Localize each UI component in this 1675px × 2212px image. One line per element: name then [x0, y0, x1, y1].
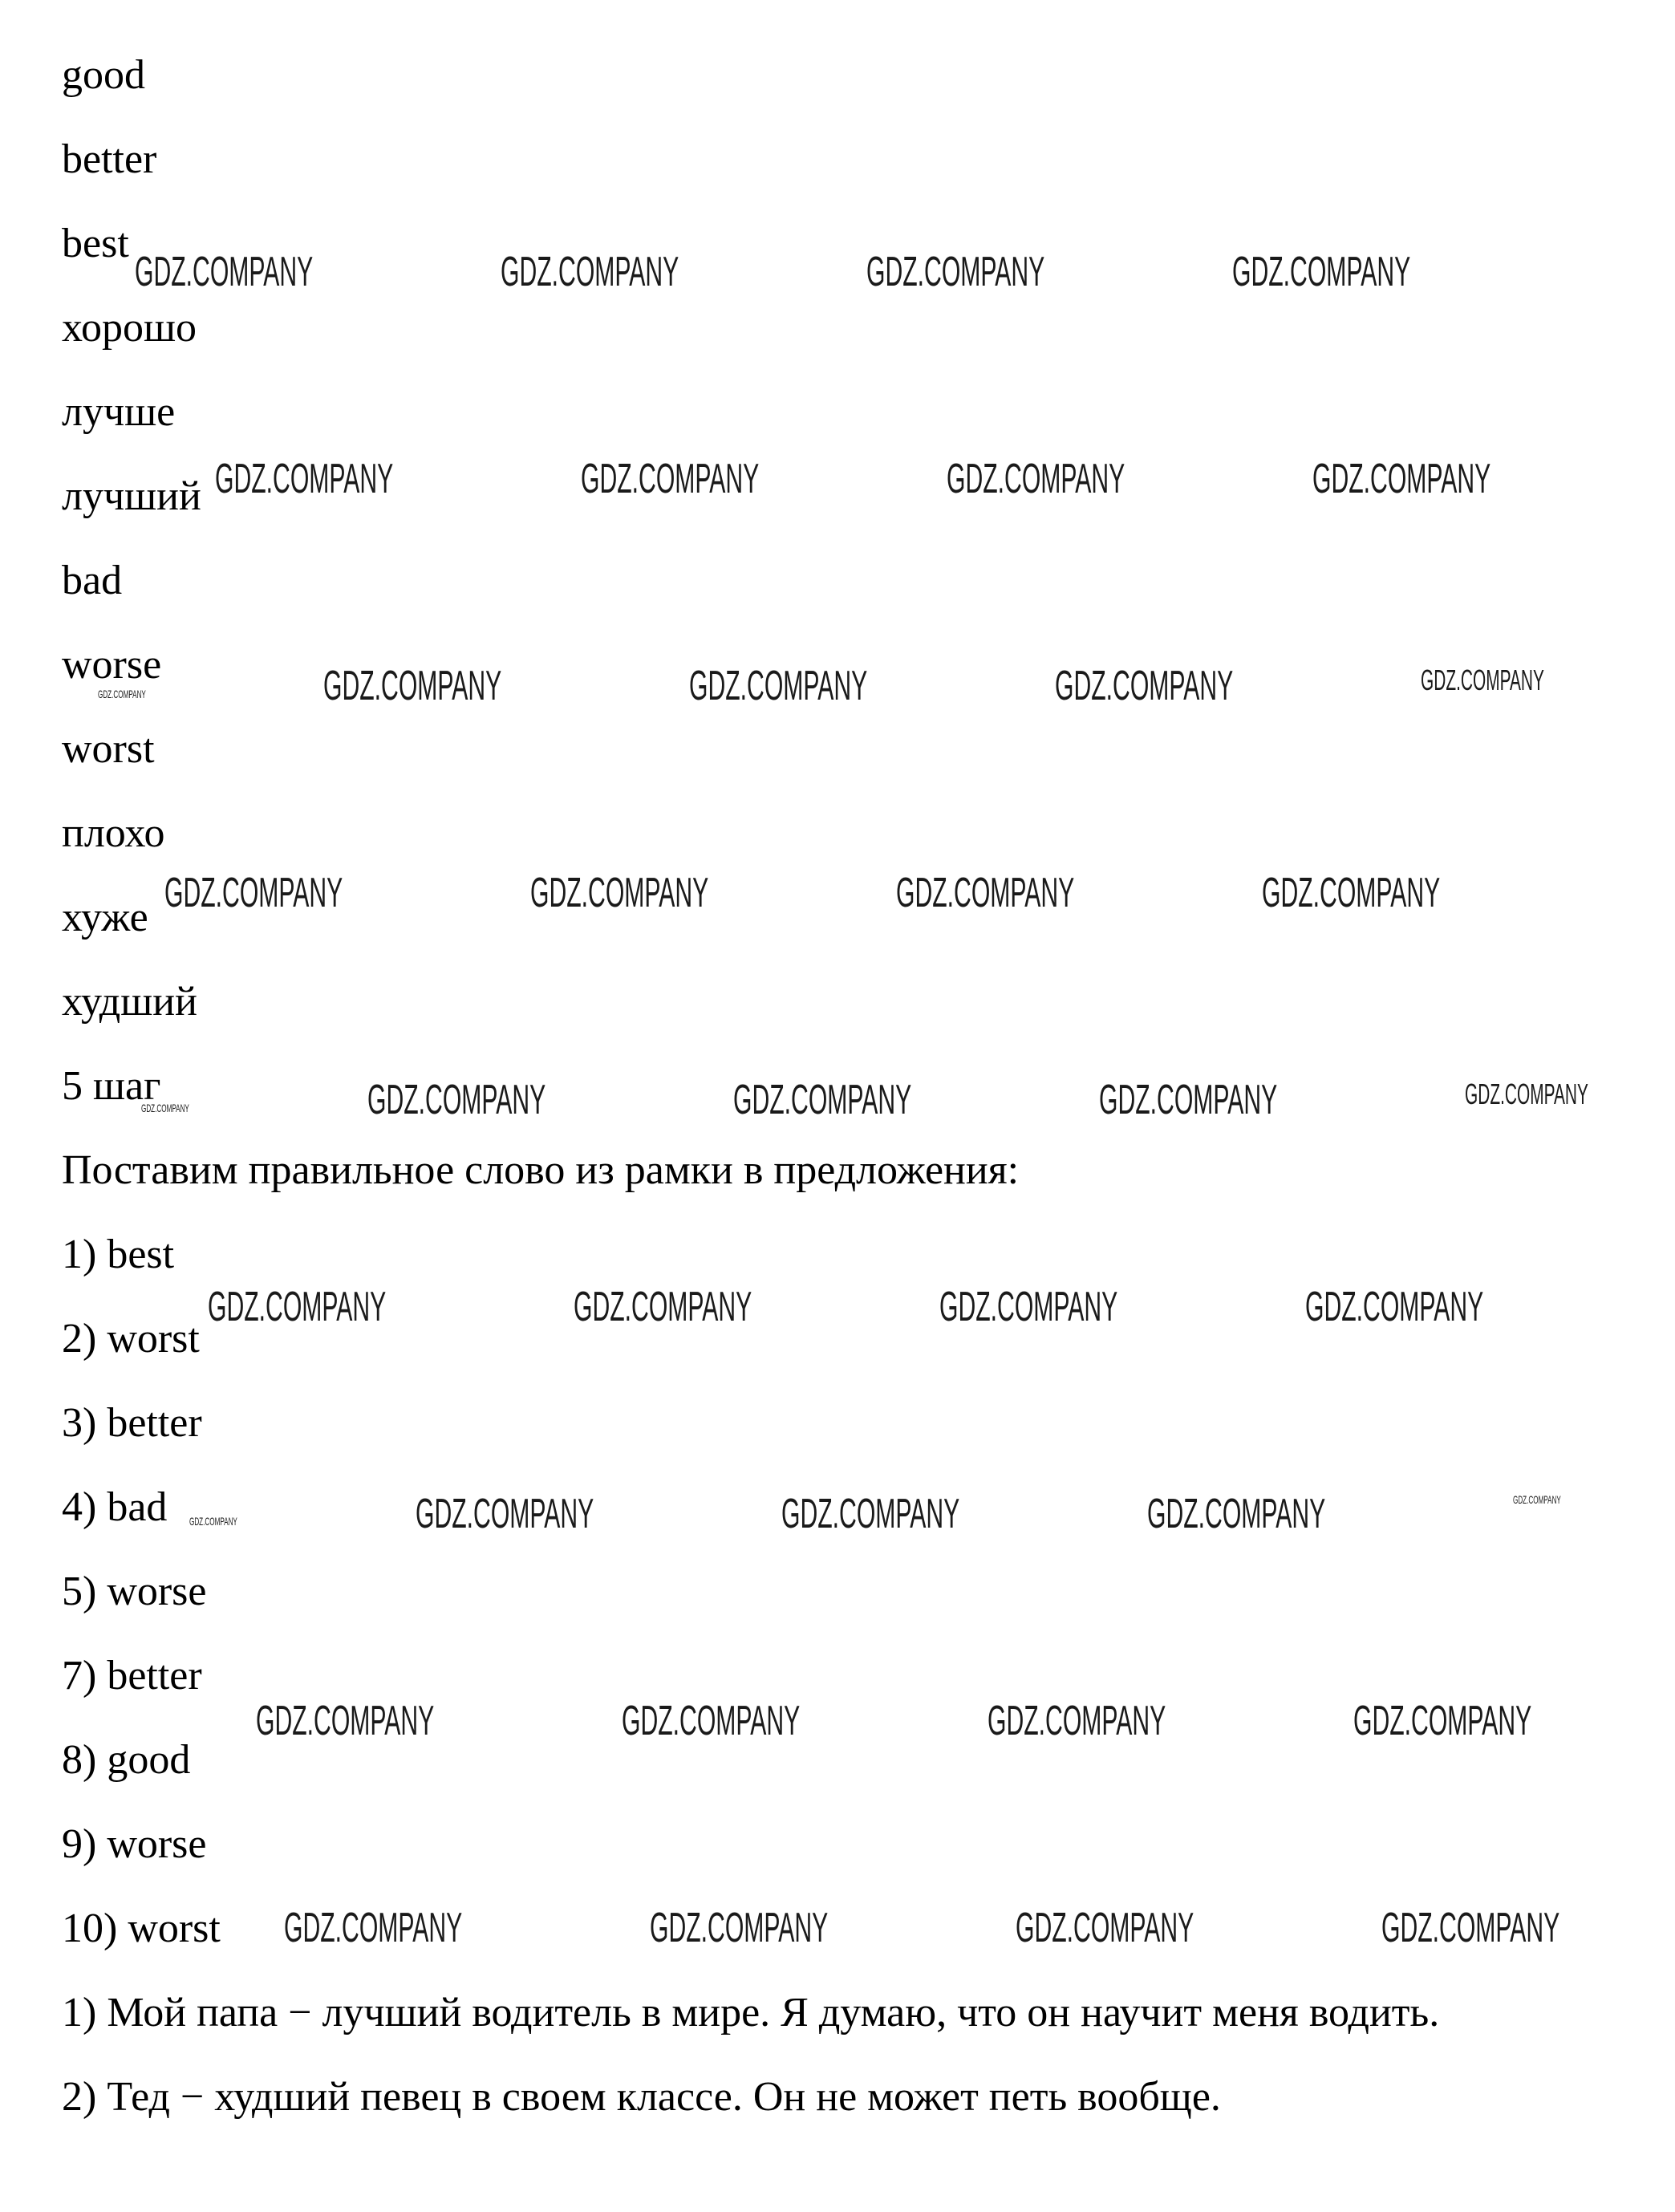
watermark: GDZ.COMPANY [988, 1698, 1166, 1744]
watermark: GDZ.COMPANY [135, 249, 314, 295]
watermark: GDZ.COMPANY [1262, 870, 1441, 916]
watermark: GDZ.COMPANY [367, 1077, 546, 1123]
text-line: 10) worst [62, 1906, 221, 1951]
text-line: 3) better [62, 1400, 202, 1446]
watermark: GDZ.COMPANY [1232, 249, 1411, 295]
text-line: 2) Тед − худший певец в своем классе. Он не может петь вообще. [62, 2074, 1221, 2120]
text-line: 5 шаг [62, 1063, 161, 1109]
text-line: best [62, 221, 129, 266]
watermark: GDZ.COMPANY [622, 1698, 801, 1744]
text-line: плохо [62, 810, 165, 856]
text-line: 9) worse [62, 1821, 207, 1867]
watermark: GDZ.COMPANY [1147, 1491, 1326, 1537]
watermark: GDZ.COMPANY [733, 1077, 912, 1123]
text-line: bad [62, 558, 123, 603]
watermark: GDZ.COMPANY [581, 456, 760, 502]
watermark: GDZ.COMPANY [1381, 1905, 1560, 1951]
text-line: 4) bad [62, 1484, 168, 1530]
watermark: GDZ.COMPANY [208, 1284, 387, 1330]
text-line: worst [62, 726, 155, 772]
text-line: 7) better [62, 1653, 202, 1699]
watermark: GDZ.COMPANY [781, 1491, 960, 1537]
watermark: GDZ.COMPANY [1016, 1905, 1194, 1951]
watermark: GDZ.COMPANY [1312, 456, 1491, 502]
watermark: GDZ.COMPANY [323, 663, 502, 709]
text-line: лучший [62, 473, 201, 519]
watermark: GDZ.COMPANY [947, 456, 1125, 502]
text-line: 1) best [62, 1232, 175, 1277]
text-line: worse [62, 642, 162, 688]
watermark: GDZ.COMPANY [1421, 664, 1544, 696]
watermark: GDZ.COMPANY [164, 870, 343, 916]
text-line: 5) worse [62, 1569, 207, 1614]
watermark: GDZ.COMPANY [1513, 1493, 1561, 1506]
watermark: GDZ.COMPANY [530, 870, 709, 916]
watermark: GDZ.COMPANY [866, 249, 1045, 295]
watermark: GDZ.COMPANY [1353, 1698, 1532, 1744]
text-line: 2) worst [62, 1316, 200, 1362]
watermark: GDZ.COMPANY [189, 1515, 237, 1528]
watermark: GDZ.COMPANY [650, 1905, 829, 1951]
watermark: GDZ.COMPANY [896, 870, 1075, 916]
watermark: GDZ.COMPANY [689, 663, 868, 709]
text-line: лучше [62, 389, 176, 435]
watermark: GDZ.COMPANY [1465, 1078, 1588, 1110]
text-line: Поставим правильное слово из рамки в предложения: [62, 1147, 1020, 1193]
text-line: 1) Мой папа − лучший водитель в мире. Я думаю, что он научит меня водить. [62, 1990, 1440, 2035]
watermark: GDZ.COMPANY [141, 1102, 189, 1114]
watermark: GDZ.COMPANY [416, 1491, 594, 1537]
watermark: GDZ.COMPANY [1305, 1284, 1484, 1330]
watermark: GDZ.COMPANY [1055, 663, 1234, 709]
watermark: GDZ.COMPANY [256, 1698, 435, 1744]
watermark: GDZ.COMPANY [284, 1905, 463, 1951]
text-line: good [62, 52, 145, 98]
watermark: GDZ.COMPANY [98, 688, 146, 700]
text-line: хорошо [62, 305, 197, 351]
watermark: GDZ.COMPANY [501, 249, 679, 295]
text-line: хуже [62, 895, 148, 940]
watermark: GDZ.COMPANY [939, 1284, 1118, 1330]
text-line: 8) good [62, 1737, 191, 1783]
text-line: better [62, 136, 157, 182]
watermark: GDZ.COMPANY [215, 456, 394, 502]
watermark: GDZ.COMPANY [1099, 1077, 1278, 1123]
text-line: худший [62, 979, 197, 1025]
watermark: GDZ.COMPANY [574, 1284, 752, 1330]
